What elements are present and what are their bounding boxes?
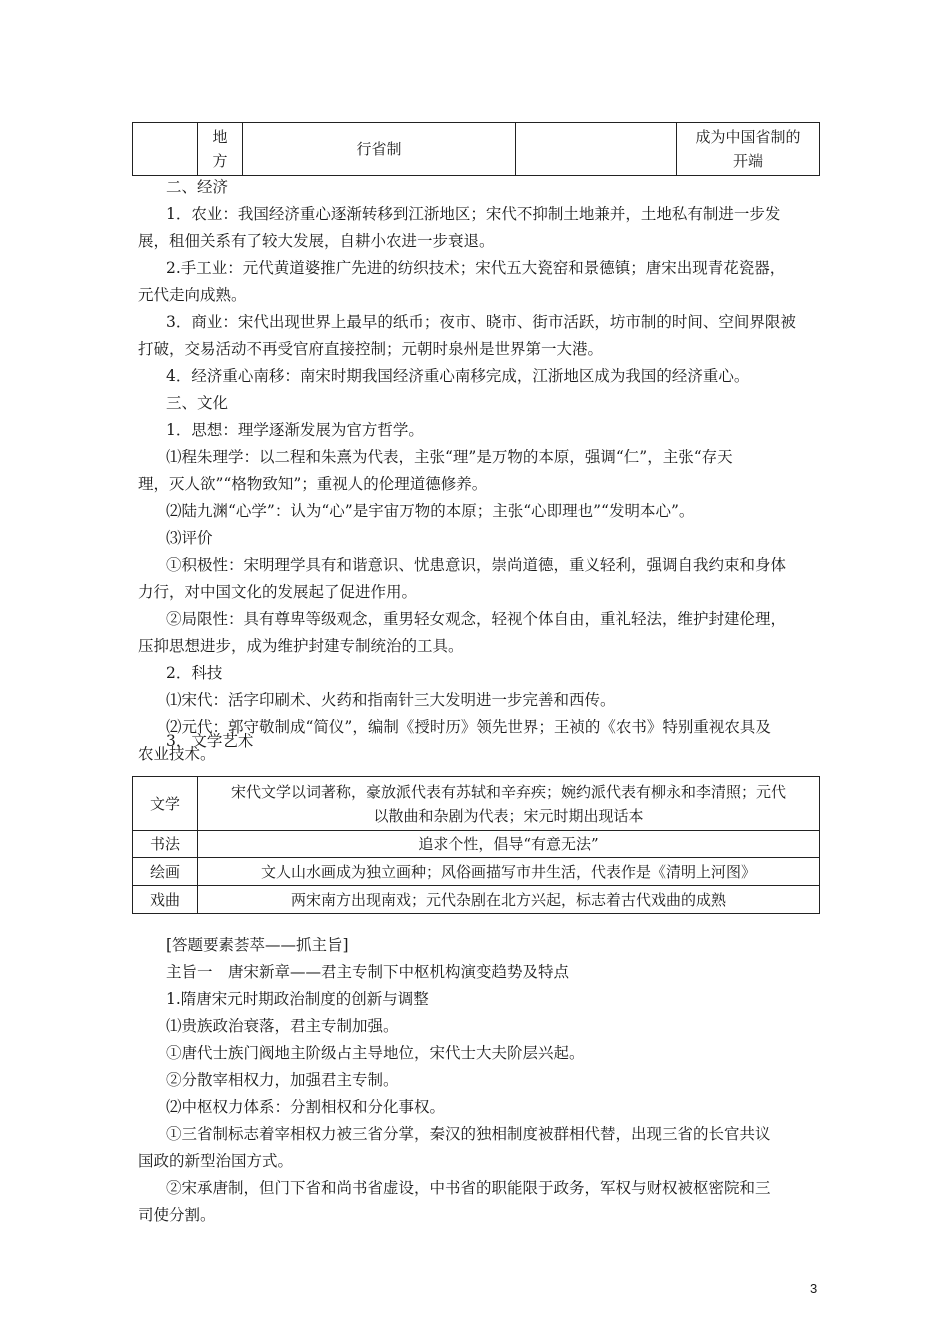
paragraph-line: ⑴宋代：活字印刷术、火药和指南针三大发明进一步完善和西传。 [166, 691, 616, 709]
paragraph-line: 1．思想：理学逐渐发展为官方哲学。 [166, 421, 424, 439]
paragraph-line: ⑴程朱理学：以二程和朱熹为代表，主张“理”是万物的本原，强调“仁”，主张“存天 [166, 448, 733, 466]
significance-line: 成为中国省制的 [695, 128, 801, 146]
paragraph-line: 2.手工业：元代黄道婆推广先进的纺织技术；宋代五大瓷窑和景德镇；唐宋出现青花瓷器， [166, 259, 786, 277]
table-cell-empty [133, 123, 198, 176]
paragraph-line: ②分散宰相权力，加强君主专制。 [166, 1071, 399, 1089]
paragraph-line: 力行，对中国文化的发展起了促进作用。 [138, 583, 418, 601]
table-cell-significance [677, 123, 820, 176]
table-row-label: 书法 [133, 831, 198, 858]
table-row-content: 两宋南方出现南戏；元代杂剧在北方兴起，标志着古代戏曲的成熟 [198, 886, 820, 914]
table-row [133, 123, 820, 176]
content-line: 宋代文学以词著称，豪放派代表有苏轼和辛弃疾；婉约派代表有柳永和李清照；元代 [230, 782, 786, 801]
paragraph-line: ⑵元代：郭守敬制成“简仪”，编制《授时历》领先世界；王祯的《农书》特别重视农具及 [166, 718, 771, 736]
paragraph-line: 2．科技 [166, 664, 223, 682]
paragraph-line: ①唐代士族门阀地主阶级占主导地位，宋代士大夫阶层兴起。 [166, 1044, 585, 1062]
paragraph-line: ②宋承唐制，但门下省和尚书省虚设，中书省的职能限于政务，军权与财权被枢密院和三 [166, 1179, 771, 1197]
paragraph-line: 农业技术。 [138, 745, 216, 763]
paragraph-line: 1.隋唐宋元时期政治制度的创新与调整 [166, 990, 429, 1008]
theme-heading: 主旨一 唐宋新章——君主专制下中枢机构演变趋势及特点 [166, 963, 570, 981]
table-row [133, 777, 820, 831]
paragraph-line: 理，灭人欲”“格物致知”；重视人的伦理道德修养。 [138, 475, 488, 493]
paragraph-line: ⑵陆九渊“心学”：认为“心”是宇宙万物的本原；主张“心即理也”“发明本心”。 [166, 502, 695, 520]
paragraph-line: ①积极性：宋明理学具有和谐意识、忧患意识，崇尚道德，重义轻利，强调自我约束和身体 [166, 556, 787, 574]
paragraph-line: 打破，交易活动不再受官府直接控制；元朝时泉州是世界第一大港。 [138, 340, 604, 358]
table-row-content: 文人山水画成为独立画种；风俗画描写市井生活，代表作是《清明上河图》 [198, 858, 820, 886]
content-line: 以散曲和杂剧为代表；宋元时期出现话本 [373, 806, 644, 825]
level-char: 方 [212, 152, 228, 170]
paragraph-line: ⑵中枢权力体系：分割相权和分化事权。 [166, 1098, 446, 1116]
paragraph-line: ⑶评价 [166, 529, 213, 547]
section-heading-culture: 三、文化 [166, 394, 229, 412]
section-heading-essentials: [答题要素荟萃——抓主旨] [166, 936, 349, 954]
table-row [133, 886, 820, 914]
significance-line: 开端 [732, 152, 763, 170]
paragraph-line: ⑴贵族政治衰落，君主专制加强。 [166, 1017, 399, 1035]
government-table [132, 122, 820, 176]
paragraph-line: 司使分割。 [138, 1206, 216, 1224]
table-row-label: 戏曲 [133, 886, 198, 914]
table-row-content: 追求个性，倡导“有意无法” [198, 831, 820, 858]
paragraph-line: 1．农业：我国经济重心逐渐转移到江浙地区；宋代不抑制土地兼并，土地私有制进一步发 [166, 205, 781, 223]
table-row [133, 858, 820, 886]
table-row-label: 文学 [133, 777, 198, 831]
paragraph-line: ①三省制标志着宰相权力被三省分掌，秦汉的独相制度被群相代替，出现三省的长官共议 [166, 1125, 771, 1143]
paragraph-line: 国政的新型治国方式。 [138, 1152, 294, 1170]
paragraph-line: 展，租佃关系有了较大发展，自耕小农进一步衰退。 [138, 232, 495, 250]
page-number: 3 [810, 1281, 818, 1296]
paragraph-line: ②局限性：具有尊卑等级观念，重男轻女观念，轻视个体自由，重礼轻法，维护封建伦理， [166, 610, 787, 628]
literature-arts-table [132, 776, 820, 914]
table-cell-system: 行省制 [243, 123, 516, 176]
table-cell-level [198, 123, 243, 176]
table-row [133, 831, 820, 858]
subsection-heading-lit-art: 3．文学艺术 [166, 732, 254, 750]
level-char: 地 [212, 128, 228, 146]
table-row-content [198, 777, 820, 831]
table-row-label: 绘画 [133, 858, 198, 886]
paragraph-line: 压抑思想进步，成为维护封建专制统治的工具。 [138, 637, 464, 655]
paragraph-line: 3．商业：宋代出现世界上最早的纸币；夜市、晓市、街市活跃，坊市制的时间、空间界限被 [166, 313, 796, 331]
section-heading-economy: 二、经济 [166, 178, 229, 196]
table-cell-blank [516, 123, 677, 176]
paragraph-line: 元代走向成熟。 [138, 286, 247, 304]
paragraph-line: 4．经济重心南移：南宋时期我国经济重心南移完成，江浙地区成为我国的经济重心。 [166, 367, 750, 385]
